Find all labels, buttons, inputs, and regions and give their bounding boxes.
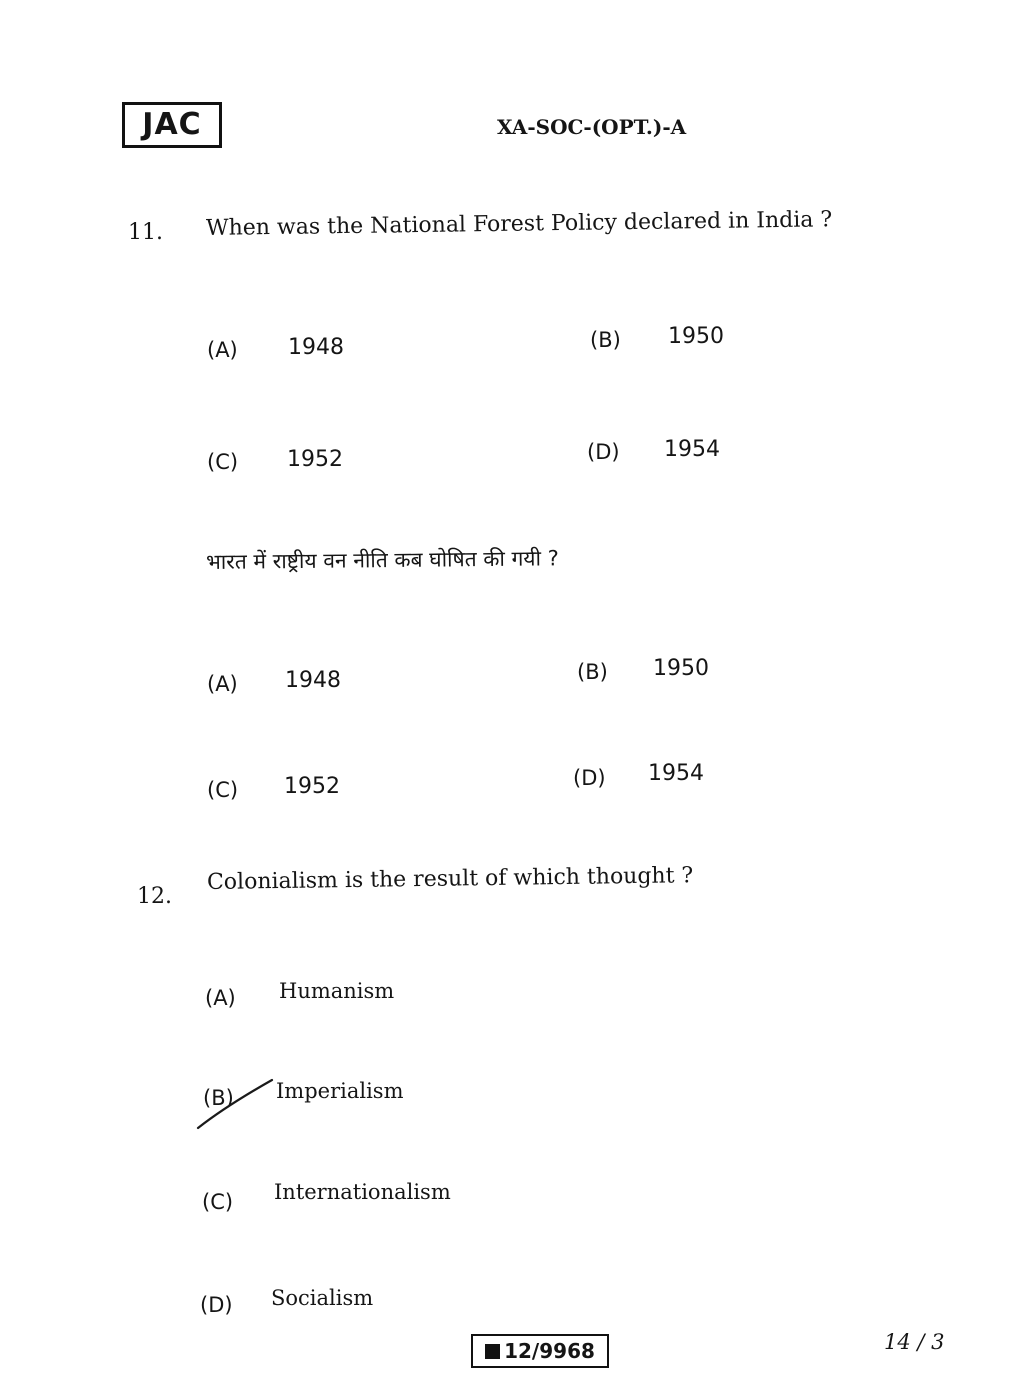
q12-option-b-value: Imperialism	[276, 1079, 404, 1103]
q11-en-option-b-value: 1950	[668, 324, 724, 349]
q11-en-option-a-label: (A)	[207, 338, 238, 362]
q12-option-c-value: Internationalism	[274, 1180, 451, 1204]
q11-en-option-a-value: 1948	[288, 335, 344, 360]
q12-option-a-label: (A)	[205, 986, 236, 1010]
q11-hi-option-a-value: 1948	[285, 668, 341, 693]
q12-option-d-label: (D)	[200, 1293, 233, 1317]
q12-option-b-label: (B)	[203, 1086, 234, 1110]
q12-option-a-value: Humanism	[279, 979, 395, 1003]
q11-en-option-b-label: (B)	[590, 328, 621, 352]
question-11-text-en: When was the National Forest Policy declared in India ?	[205, 207, 833, 241]
q11-hi-option-d-label: (D)	[573, 766, 606, 790]
q11-en-option-c-label: (C)	[207, 450, 239, 474]
page-number: 14 / 3	[884, 1330, 945, 1354]
q11-en-option-d-label: (D)	[587, 440, 620, 464]
question-12-number: 12.	[137, 884, 172, 909]
jac-logo: JAC	[122, 102, 222, 148]
question-12-text-en: Colonialism is the result of which thought ?	[206, 863, 694, 895]
q12-option-d-value: Socialism	[271, 1286, 374, 1310]
q11-hi-option-d-value: 1954	[648, 761, 704, 786]
q11-hi-option-c-label: (C)	[207, 778, 239, 802]
paper-code: XA-SOC-(OPT.)-A	[497, 115, 687, 139]
question-11-text-hi: भारत में राष्ट्रीय वन नीति कब घोषित की गयी ?	[205, 546, 559, 574]
booklet-code: 12/9968	[504, 1339, 595, 1363]
q11-hi-option-b-label: (B)	[577, 660, 608, 684]
q11-en-option-c-value: 1952	[287, 447, 343, 472]
booklet-code-box	[471, 1334, 609, 1368]
q11-en-option-d-value: 1954	[664, 437, 720, 462]
q11-hi-option-a-label: (A)	[207, 672, 238, 696]
q11-hi-option-c-value: 1952	[284, 774, 340, 799]
q12-option-c-label: (C)	[202, 1190, 234, 1214]
question-11-number: 11.	[128, 220, 163, 245]
q11-hi-option-b-value: 1950	[653, 656, 709, 681]
square-bullet-icon	[485, 1344, 500, 1359]
answer-mark-stroke	[196, 1076, 276, 1136]
